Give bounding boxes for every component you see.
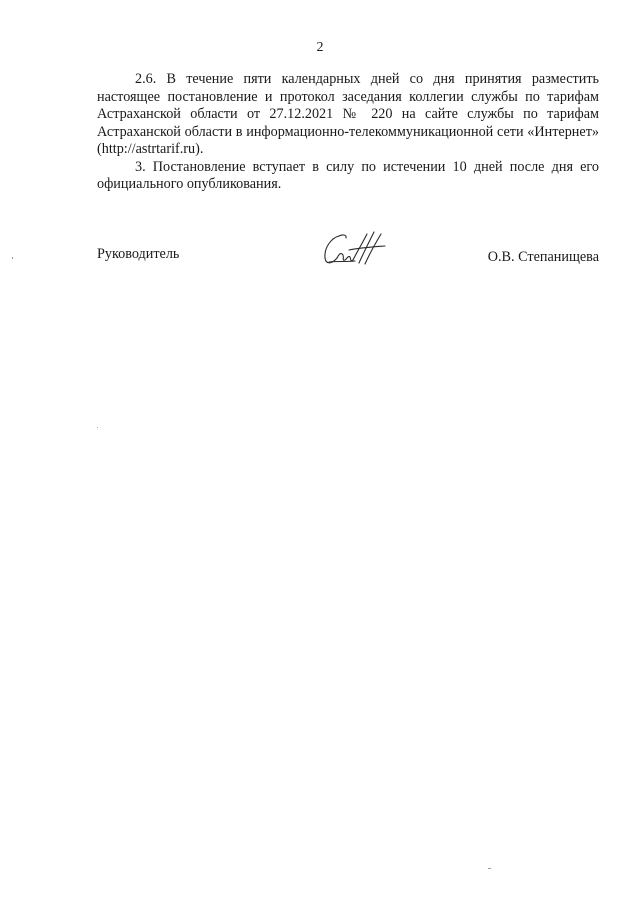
signatory-name: О.В. Степанищева — [487, 249, 599, 265]
scan-speck — [488, 868, 491, 869]
document-body — [97, 71, 599, 194]
position-title: Руководитель — [97, 246, 180, 262]
page-number: 2 — [316, 40, 324, 55]
signature-block — [97, 238, 599, 278]
paragraph-3: 3. Постановление вступает в силу по истечении 10 дней после дня его официального опубликования. — [97, 158, 599, 192]
scan-speck — [97, 427, 98, 428]
scan-speck — [12, 257, 13, 259]
paragraph-2-6: 2.6. В течение пяти календарных дней со дня принятия разместить настоящее постановление и протокол заседания коллегии службы по тарифам Астраханской области от 27.12.2021 № 220 на сайте службы по тарифам Астраханской области в информационно-телекоммуникационной сети «Интернет» (http://astrtarif.ru). — [97, 71, 599, 157]
handwritten-signature — [319, 228, 393, 276]
